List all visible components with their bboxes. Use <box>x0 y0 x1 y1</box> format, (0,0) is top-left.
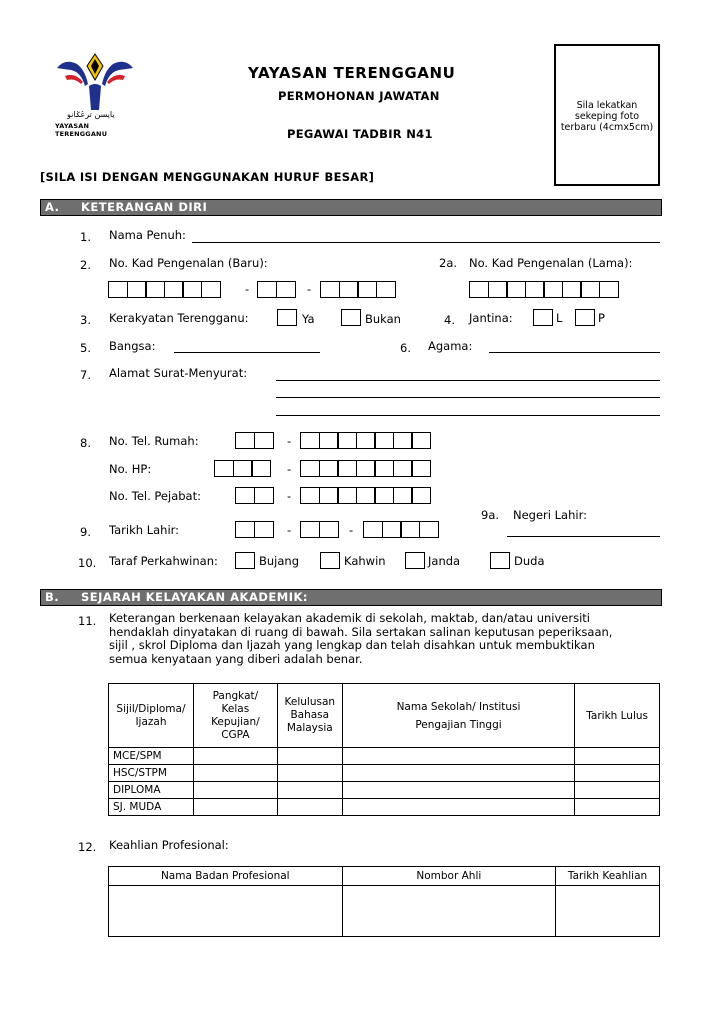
q2-number: 2. <box>80 258 91 272</box>
section-a-letter: A. <box>45 200 60 214</box>
table-cell[interactable] <box>342 782 574 799</box>
birth-day[interactable] <box>235 521 274 538</box>
birth-state-field[interactable] <box>507 536 660 537</box>
q9a-label: Negeri Lahir: <box>513 508 587 522</box>
q10-label: Taraf Perkahwinan: <box>109 554 218 568</box>
logo-text: YAYASAN TERENGGANU <box>55 122 108 138</box>
table-cell[interactable] <box>342 886 556 937</box>
academic-table-header <box>109 684 660 748</box>
marital-single-checkbox[interactable] <box>235 552 255 569</box>
hp-prefix[interactable] <box>214 460 271 477</box>
table-row <box>109 782 660 799</box>
table-cell[interactable] <box>193 782 277 799</box>
marital-widow-label: Janda <box>428 554 461 568</box>
terengganu-yes-label: Ya <box>302 312 315 326</box>
table-row <box>109 799 660 816</box>
birth-dash-2: - <box>349 523 354 537</box>
ic-old-field[interactable] <box>469 281 619 298</box>
row-label: HSC/STPM <box>109 765 194 782</box>
table-cell[interactable] <box>277 799 342 816</box>
professional-table <box>108 866 660 937</box>
row-label: MCE/SPM <box>109 748 194 765</box>
q8-number: 8. <box>80 436 91 450</box>
q1-label: Nama Penuh: <box>109 228 186 242</box>
q4-number: 4. <box>444 313 455 327</box>
section-b-header <box>40 589 662 606</box>
q10-number: 10. <box>78 556 97 570</box>
form-subtitle: PERMOHONAN JAWATAN <box>278 89 440 103</box>
col-bm-pass: Kelulusan Bahasa Malaysia <box>277 684 342 748</box>
full-name-field[interactable] <box>192 242 660 243</box>
q1-number: 1. <box>80 230 91 244</box>
section-a-title: KETERANGAN DIRI <box>81 200 208 214</box>
q4-label: Jantina: <box>469 311 513 325</box>
address-line-3[interactable] <box>276 415 660 416</box>
marital-single-label: Bujang <box>259 554 300 568</box>
q9a-number: 9a. <box>481 508 500 522</box>
birth-month[interactable] <box>300 521 339 538</box>
logo-emblem-icon <box>55 50 135 112</box>
row-label: SJ. MUDA <box>109 799 194 816</box>
home-phone-number[interactable] <box>300 432 431 449</box>
q7-label: Alamat Surat-Menyurat: <box>109 366 248 380</box>
q2a-number: 2a. <box>439 256 458 270</box>
q5-number: 5. <box>80 341 91 355</box>
q2-label: No. Kad Pengenalan (Baru): <box>109 256 268 270</box>
home-phone-area-code[interactable] <box>235 432 274 449</box>
ic-new-part3[interactable] <box>320 281 396 298</box>
home-phone-label: No. Tel. Rumah: <box>109 434 199 448</box>
table-cell[interactable] <box>575 765 660 782</box>
q9-label: Tarikh Lahir: <box>109 523 180 537</box>
address-line-2[interactable] <box>276 397 660 398</box>
instruction: [SILA ISI DENGAN MENGGUNAKAN HURUF BESAR] <box>40 170 375 184</box>
col-member-no: Nombor Ahli <box>342 867 556 886</box>
q3-label: Kerakyatan Terengganu: <box>109 311 249 325</box>
professional-table-header <box>109 867 660 886</box>
section-b-letter: B. <box>45 590 60 604</box>
table-cell[interactable] <box>277 748 342 765</box>
q11-line-3: sijil , skrol Diploma dan Ijazah yang lengkap dan telah disahkan untuk membuktikan <box>109 638 595 652</box>
q12-label: Keahlian Profesional: <box>109 838 229 852</box>
photo-box[interactable] <box>554 44 660 186</box>
table-cell[interactable] <box>575 782 660 799</box>
org-name: YAYASAN TERENGGANU <box>248 64 456 82</box>
table-cell[interactable] <box>277 765 342 782</box>
col-prof-body: Nama Badan Profesional <box>109 867 343 886</box>
hp-number[interactable] <box>300 460 431 477</box>
gender-male-label: L <box>556 311 563 325</box>
table-cell[interactable] <box>556 886 660 937</box>
logo-text-jawi: يايسن ترڠݢانو <box>67 110 115 119</box>
ic-new-part2[interactable] <box>257 281 296 298</box>
table-row <box>109 886 660 937</box>
birth-dash-1: - <box>287 523 292 537</box>
academic-table <box>108 683 660 816</box>
race-field[interactable] <box>174 352 320 353</box>
table-cell[interactable] <box>193 765 277 782</box>
terengganu-yes-checkbox[interactable] <box>277 309 297 326</box>
logo <box>55 50 135 138</box>
table-cell[interactable] <box>575 799 660 816</box>
gender-male-checkbox[interactable] <box>533 309 553 326</box>
table-cell[interactable] <box>342 748 574 765</box>
q11-text <box>109 612 612 666</box>
q2a-label: No. Kad Pengenalan (Lama): <box>469 256 633 270</box>
birth-year[interactable] <box>363 521 439 538</box>
table-row <box>109 748 660 765</box>
q11-number: 11. <box>78 614 97 628</box>
q11-line-1: Keterangan berkenaan kelayakan akademik di sekolah, maktab, dan/atau universiti <box>109 611 590 625</box>
ic-dash-1: - <box>245 282 250 296</box>
address-line-1[interactable] <box>276 380 660 381</box>
q11-line-4: semua kenyataan yang diberi adalah benar. <box>109 651 363 666</box>
terengganu-no-checkbox[interactable] <box>341 309 361 326</box>
col-pass-date: Tarikh Lulus <box>575 684 660 748</box>
col-institution: Nama Sekolah/ Institusi Pengajian Tinggi <box>342 684 574 748</box>
table-cell[interactable] <box>109 886 343 937</box>
office-phone-area-code[interactable] <box>235 487 274 504</box>
marital-married-label: Kahwin <box>344 554 386 568</box>
hp-dash: - <box>287 462 292 476</box>
section-a-header <box>40 199 662 216</box>
q5-label: Bangsa: <box>109 339 156 353</box>
gender-female-checkbox[interactable] <box>575 309 595 326</box>
row-label: DIPLOMA <box>109 782 194 799</box>
terengganu-no-label: Bukan <box>365 312 401 326</box>
section-b-title: SEJARAH KELAYAKAN AKADEMIK: <box>81 590 309 604</box>
marital-widower-label: Duda <box>514 554 545 568</box>
hp-label: No. HP: <box>109 462 152 476</box>
col-grade: Pangkat/ Kelas Kepujian/ CGPA <box>193 684 277 748</box>
ic-new-part1[interactable] <box>108 281 221 298</box>
table-row <box>109 765 660 782</box>
col-member-date: Tarikh Keahlian <box>556 867 660 886</box>
table-cell[interactable] <box>193 748 277 765</box>
q11-line-2: hendaklah dinyatakan di ruang di bawah. Sila sertakan salinan keputusan peperiksaan, <box>109 624 613 639</box>
marital-widower-checkbox[interactable] <box>490 552 510 569</box>
table-cell[interactable] <box>575 748 660 765</box>
gender-female-label: P <box>598 311 605 325</box>
table-cell[interactable] <box>342 765 574 782</box>
religion-field[interactable] <box>489 352 660 353</box>
q6-label: Agama: <box>428 339 473 353</box>
q6-number: 6. <box>400 341 411 355</box>
photo-note: Sila lekatkan sekeping foto terbaru (4cmx5cm) <box>560 100 654 133</box>
q9-number: 9. <box>80 525 91 539</box>
q3-number: 3. <box>80 313 91 327</box>
table-cell[interactable] <box>342 799 574 816</box>
office-phone-label: No. Tel. Pejabat: <box>109 489 201 503</box>
office-phone-dash: - <box>287 489 292 503</box>
home-phone-dash: - <box>287 434 292 448</box>
table-cell[interactable] <box>277 782 342 799</box>
table-cell[interactable] <box>193 799 277 816</box>
col-qualification: Sijil/Diploma/ Ijazah <box>109 684 194 748</box>
position-title: PEGAWAI TADBIR N41 <box>287 127 433 141</box>
q7-number: 7. <box>80 368 91 382</box>
q12-number: 12. <box>78 840 97 854</box>
marital-married-checkbox[interactable] <box>320 552 340 569</box>
marital-widow-checkbox[interactable] <box>405 552 425 569</box>
office-phone-number[interactable] <box>300 487 431 504</box>
ic-dash-2: - <box>307 282 312 296</box>
